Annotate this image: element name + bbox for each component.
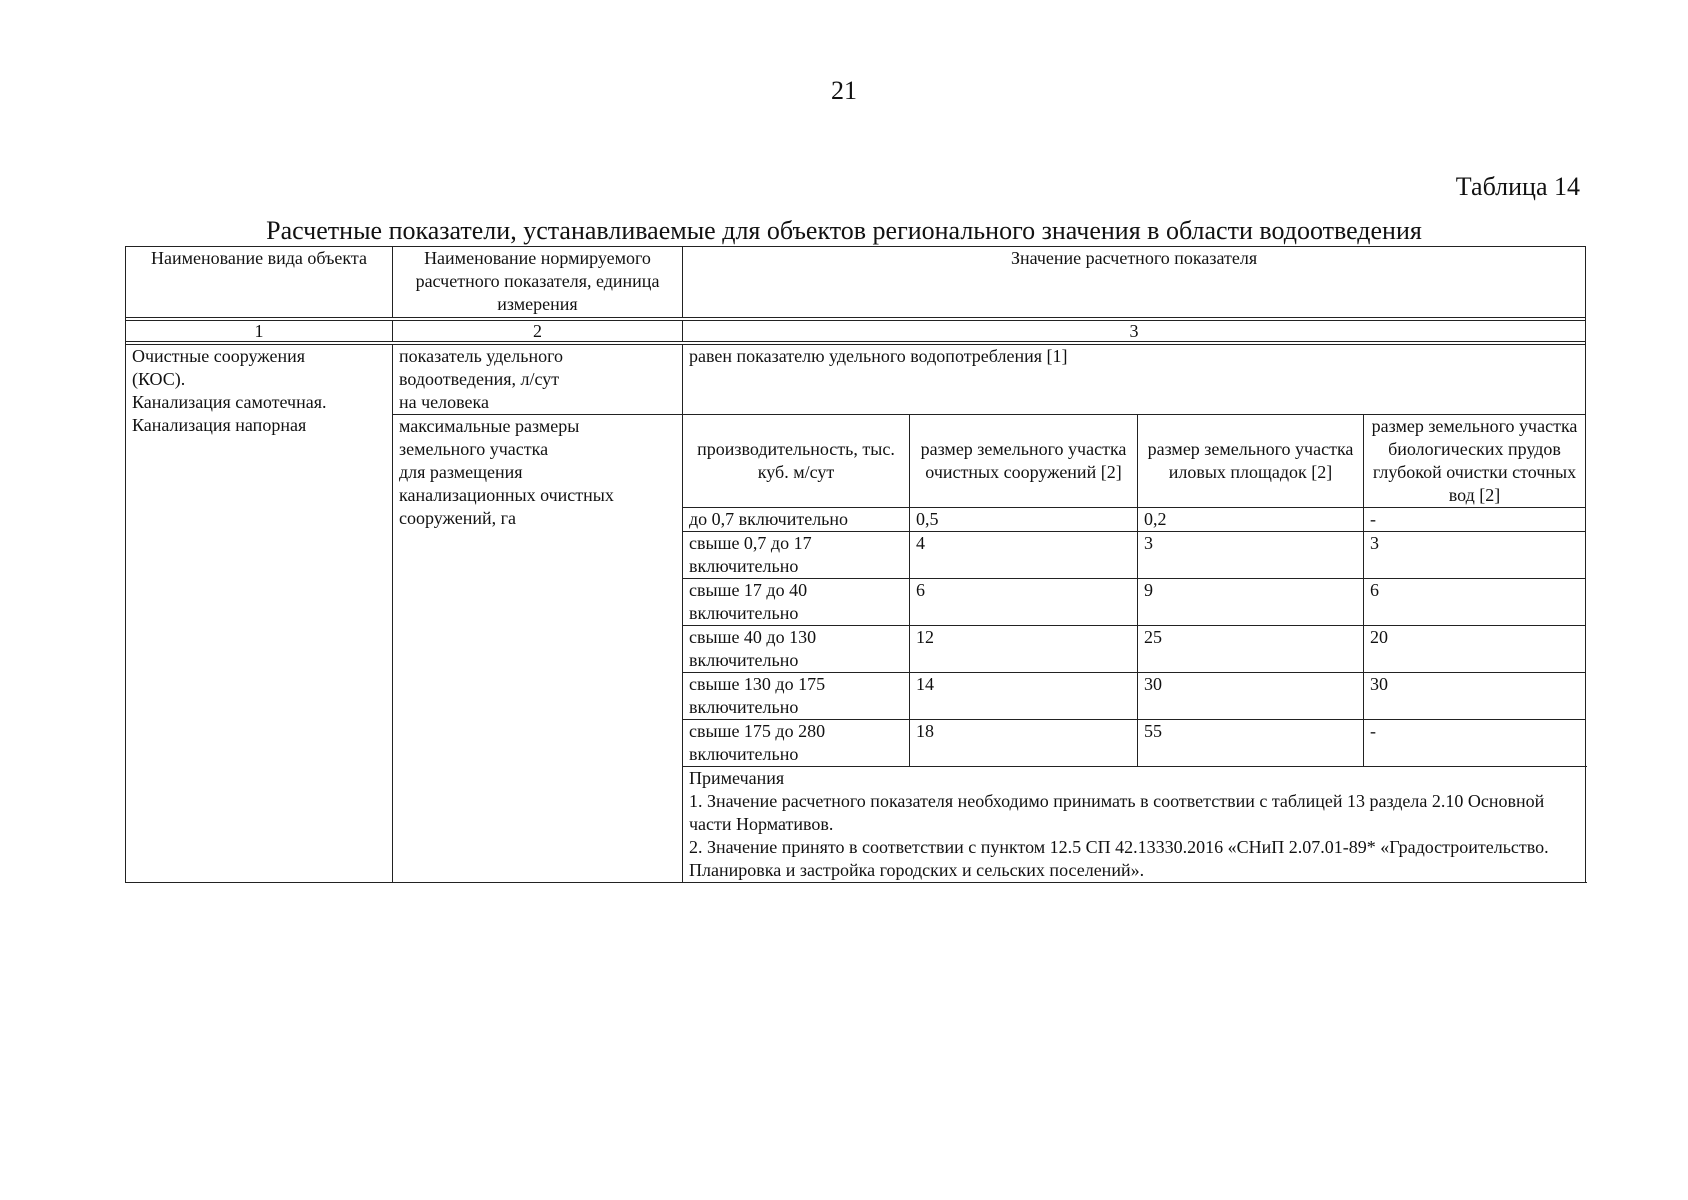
capacity-cell: свыше 175 до 280 включительно [683, 720, 910, 767]
capacity-cell: свыше 0,7 до 17 включительно [683, 532, 910, 579]
column-number: 1 [126, 321, 393, 342]
ponds-plot-cell: 3 [1364, 532, 1586, 579]
ponds-plot-cell: 6 [1364, 579, 1586, 626]
ponds-plot-cell: 20 [1364, 626, 1586, 673]
subheader-capacity: производительность, тыс. куб. м/сут [683, 415, 910, 508]
indicator-value-cell: равен показателю удельного водопотребления [1] [683, 345, 1586, 415]
ponds-plot-cell: - [1364, 720, 1586, 767]
subheader-ponds-plot: размер земельного участка биологических прудов глубокой очистки сточных вод [2] [1364, 415, 1586, 508]
capacity-cell: свыше 130 до 175 включительно [683, 673, 910, 720]
ponds-plot-cell: 30 [1364, 673, 1586, 720]
sludge-plot-cell: 9 [1138, 579, 1364, 626]
treatment-plot-cell: 0,5 [910, 508, 1138, 532]
note-item: 1. Значение расчетного показателя необходимо принимать в соответствии с таблицей 13 раздела 2.10 Основной части Нормативов. [689, 791, 1545, 834]
treatment-plot-cell: 12 [910, 626, 1138, 673]
object-name-line: (КОС). [132, 369, 186, 389]
indicator-row-specific-discharge [126, 345, 1586, 415]
sludge-plot-cell: 30 [1138, 673, 1364, 720]
indicator-name-line: максимальные размеры [399, 416, 580, 436]
header-indicator-value: Значение расчетного показателя [683, 247, 1586, 318]
indicator-name-line: водоотведения, л/сут [399, 369, 560, 389]
subheader-sludge-plot: размер земельного участка иловых площадок [2] [1138, 415, 1364, 508]
sludge-plot-cell: 55 [1138, 720, 1364, 767]
indicator-name-line: канализационных очистных [399, 485, 614, 505]
ponds-plot-cell: - [1364, 508, 1586, 532]
page-number: 21 [831, 76, 857, 105]
indicator-name-cell [393, 345, 683, 415]
note-item: 2. Значение принято в соответствии с пунктом 12.5 СП 42.13330.2016 «СНиП 2.07.01-89* «Градостроительство. Планировка и застройка городских и сельских поселений». [689, 837, 1549, 880]
object-name-line: Очистные сооружения [132, 346, 306, 366]
column-number: 2 [393, 321, 683, 342]
treatment-plot-cell: 6 [910, 579, 1138, 626]
treatment-plot-cell: 14 [910, 673, 1138, 720]
capacity-cell: свыше 40 до 130 включительно [683, 626, 910, 673]
capacity-cell: до 0,7 включительно [683, 508, 910, 532]
column-number-row [126, 321, 1586, 342]
treatment-plot-cell: 18 [910, 720, 1138, 767]
column-number: 3 [683, 321, 1586, 342]
object-type-cell [126, 345, 393, 883]
header-object-type: Наименование вида объекта [126, 247, 393, 318]
table-label: Таблица 14 [1455, 172, 1580, 201]
indicator-name-line: на человека [399, 392, 489, 412]
indicators-table [125, 246, 1586, 883]
object-name-line: Канализация напорная [132, 415, 307, 435]
treatment-plot-cell: 4 [910, 532, 1138, 579]
notes-title: Примечания [689, 768, 785, 788]
capacity-cell: свыше 17 до 40 включительно [683, 579, 910, 626]
indicator-name-line: земельного участка [399, 439, 549, 459]
table-title: Расчетные показатели, устанавливаемые для объектов регионального значения в области водоотведения [266, 216, 1422, 245]
subheader-treatment-plot: размер земельного участка очистных сооружений [2] [910, 415, 1138, 508]
object-name-line: Канализация самотечная. [132, 392, 327, 412]
indicator-name-line: для размещения [399, 462, 523, 482]
header-indicator-name: Наименование нормируемого расчетного показателя, единица измерения [393, 247, 683, 318]
sludge-plot-cell: 25 [1138, 626, 1364, 673]
table-header-row [126, 247, 1586, 318]
indicator-name-cell [393, 415, 683, 883]
sludge-plot-cell: 3 [1138, 532, 1364, 579]
sludge-plot-cell: 0,2 [1138, 508, 1364, 532]
indicator-name-line: показатель удельного [399, 346, 564, 366]
notes-cell [683, 767, 1586, 883]
indicator-name-line: сооружений, га [399, 508, 516, 528]
